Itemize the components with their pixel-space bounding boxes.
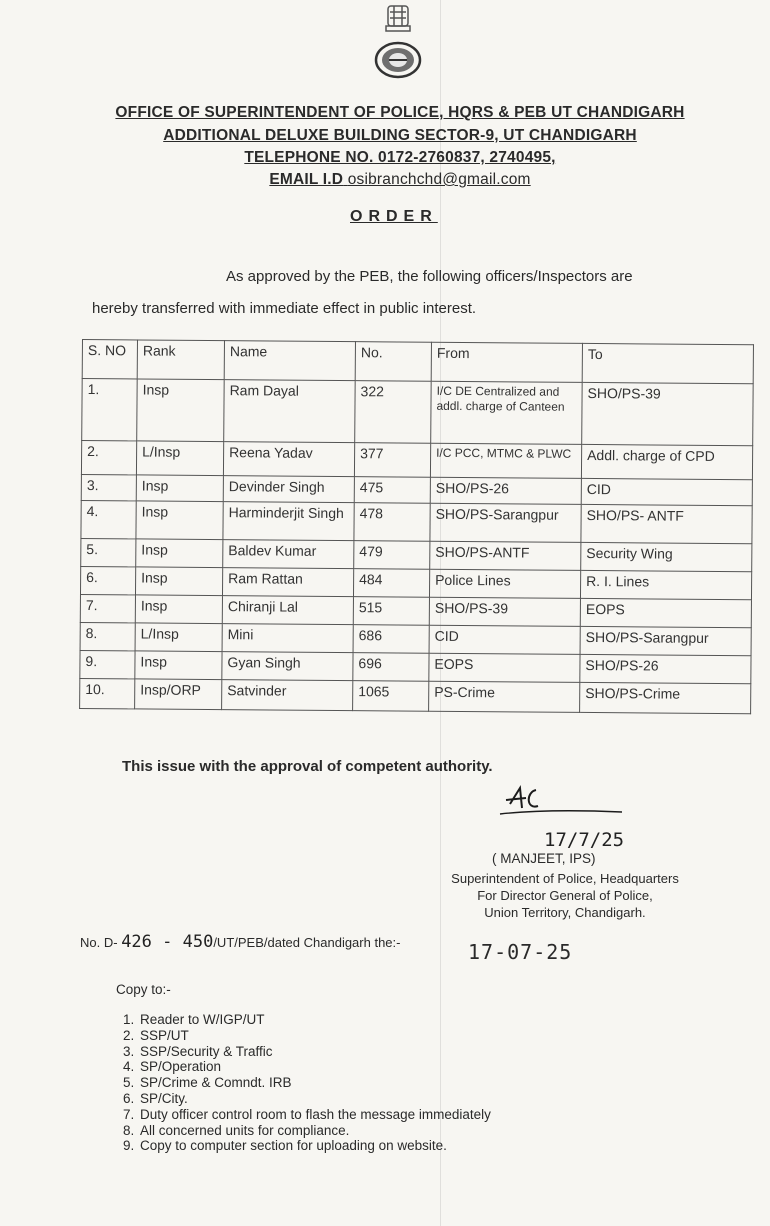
list-item: 7. Duty officer control room to flash the message immediately <box>138 1107 491 1123</box>
signatory-name: ( MANJEET, IPS) <box>492 851 596 866</box>
list-item: 8. All concerned units for compliance. <box>138 1123 491 1139</box>
cell-sno: 8. <box>80 622 135 650</box>
cell-no: 696 <box>353 653 429 682</box>
intro-line-1: As approved by the PEB, the following officers/Inspectors are <box>226 268 633 285</box>
cell-sno: 9. <box>80 650 135 678</box>
reference-prefix: No. D- <box>80 935 118 950</box>
header-rank: Rank <box>137 340 224 380</box>
intro-line-2: hereby transferred with immediate effect in public interest. <box>92 300 477 317</box>
cell-from: EOPS <box>429 653 580 682</box>
cell-no: 475 <box>354 477 430 504</box>
cell-from: PS-Crime <box>429 681 580 712</box>
cell-no: 322 <box>355 381 431 444</box>
cell-to: R. I. Lines <box>580 570 751 599</box>
header-sno: S. NO <box>82 340 137 379</box>
reference-hand-number: 426 - 450 <box>121 932 214 952</box>
cell-sno: 6. <box>80 566 135 594</box>
cell-to: SHO/PS- ANTF <box>581 504 752 543</box>
cell-from: Police Lines <box>429 569 580 598</box>
cell-no: 484 <box>353 569 429 598</box>
cell-sno: 2. <box>81 441 136 475</box>
email-label: EMAIL I.D <box>269 171 344 188</box>
office-title: OFFICE OF SUPERINTENDENT OF POLICE, HQRS & PEB UT CHANDIGARH <box>115 104 685 121</box>
cell-rank: Insp <box>137 379 224 442</box>
cell-sno: 3. <box>81 474 136 500</box>
header-no: No. <box>355 342 431 382</box>
cell-to: SHO/PS-Sarangpur <box>580 626 751 655</box>
cell-to: Addl. charge of CPD <box>581 444 752 479</box>
list-item: 4. SP/Operation <box>138 1059 491 1075</box>
email-address: osibranchchd@gmail.com <box>347 171 531 188</box>
office-address: ADDITIONAL DELUXE BUILDING SECTOR-9, UT CHANDIGARH <box>163 127 637 144</box>
cell-no: 1065 <box>353 681 429 712</box>
list-item: 3. SSP/Security & Traffic <box>138 1044 491 1060</box>
cell-rank: Insp <box>136 539 223 568</box>
emblem-icon <box>370 2 426 80</box>
cell-to: SHO/PS-39 <box>582 382 753 445</box>
cell-rank: L/Insp <box>135 623 222 652</box>
cell-to: SHO/PS-Crime <box>580 682 751 713</box>
designation-line-1: Superintendent of Police, Headquarters <box>451 871 679 886</box>
header-name: Name <box>224 341 355 381</box>
transfer-table <box>79 339 754 714</box>
copy-to-label: Copy to:- <box>116 982 171 997</box>
cell-to: SHO/PS-26 <box>580 654 751 683</box>
table-row <box>81 500 752 543</box>
cell-name: Baldev Kumar <box>223 540 354 569</box>
cell-no: 478 <box>354 503 430 542</box>
cell-from: CID <box>429 625 580 654</box>
reference-number <box>80 932 400 952</box>
designation-line-2: For Director General of Police, <box>477 888 653 903</box>
signatory-designation <box>424 870 706 921</box>
cell-sno: 1. <box>82 379 137 441</box>
cell-rank: Insp/ORP <box>135 679 222 710</box>
cell-name: Chiranji Lal <box>222 596 353 625</box>
cell-sno: 7. <box>80 594 135 622</box>
cell-from: SHO/PS-39 <box>429 597 580 626</box>
office-telephone: TELEPHONE NO. 0172-2760837, 2740495, <box>244 149 556 166</box>
cell-to: EOPS <box>580 598 751 627</box>
table-header-row <box>82 340 753 384</box>
designation-line-3: Union Territory, Chandigarh. <box>484 905 646 920</box>
cell-from: SHO/PS-26 <box>430 477 581 504</box>
cell-no: 686 <box>353 625 429 654</box>
cell-rank: Insp <box>136 501 223 540</box>
cell-to: CID <box>581 478 752 505</box>
list-item: 5. SP/Crime & Comndt. IRB <box>138 1075 491 1091</box>
cell-from: SHO/PS-ANTF <box>430 541 581 570</box>
order-heading: ORDER <box>350 208 438 225</box>
cell-rank: Insp <box>135 595 222 624</box>
cell-name: Devinder Singh <box>223 476 354 503</box>
cell-rank: Insp <box>136 475 223 502</box>
cell-rank: L/Insp <box>136 441 223 476</box>
list-item: 1. Reader to W/IGP/UT <box>138 1012 491 1028</box>
table-row <box>80 678 751 713</box>
office-email-line <box>60 171 740 189</box>
cell-sno: 10. <box>80 678 135 708</box>
cell-name: Ram Dayal <box>224 380 355 443</box>
list-item: 9. Copy to computer section for uploading on website. <box>138 1138 491 1154</box>
cell-from: SHO/PS-Sarangpur <box>430 503 581 542</box>
cell-name: Mini <box>222 624 353 653</box>
cell-sno: 4. <box>81 500 136 538</box>
approval-statement: This issue with the approval of competent authority. <box>122 758 493 775</box>
copy-to-list <box>110 1012 491 1154</box>
cell-no: 515 <box>353 597 429 626</box>
cell-from: I/C PCC, MTMC & PLWC <box>430 443 581 478</box>
cell-name: Gyan Singh <box>222 652 353 681</box>
cell-name: Satvinder <box>222 680 353 711</box>
cell-no: 479 <box>354 541 430 570</box>
list-item: 2. SSP/UT <box>138 1028 491 1044</box>
cell-to: Security Wing <box>581 542 752 571</box>
reference-hand-date: 17-07-25 <box>468 940 573 964</box>
handwritten-signature <box>496 784 626 850</box>
reference-suffix: /UT/PEB/dated Chandigarh the:- <box>213 935 401 950</box>
cell-rank: Insp <box>135 567 222 596</box>
signature-date: 17/7/25 <box>544 829 625 850</box>
header-from: From <box>431 342 582 382</box>
table-row <box>81 441 752 480</box>
cell-name: Harminderjit Singh <box>223 502 354 541</box>
cell-from: I/C DE Centralized and addl. charge of Canteen <box>431 381 582 444</box>
list-item: 6. SP/City. <box>138 1091 491 1107</box>
header-to: To <box>582 343 753 383</box>
table-row <box>82 379 753 446</box>
cell-no: 377 <box>354 443 430 478</box>
cell-name: Ram Rattan <box>222 568 353 597</box>
cell-name: Reena Yadav <box>223 442 354 477</box>
cell-sno: 5. <box>81 538 136 566</box>
cell-rank: Insp <box>135 651 222 680</box>
